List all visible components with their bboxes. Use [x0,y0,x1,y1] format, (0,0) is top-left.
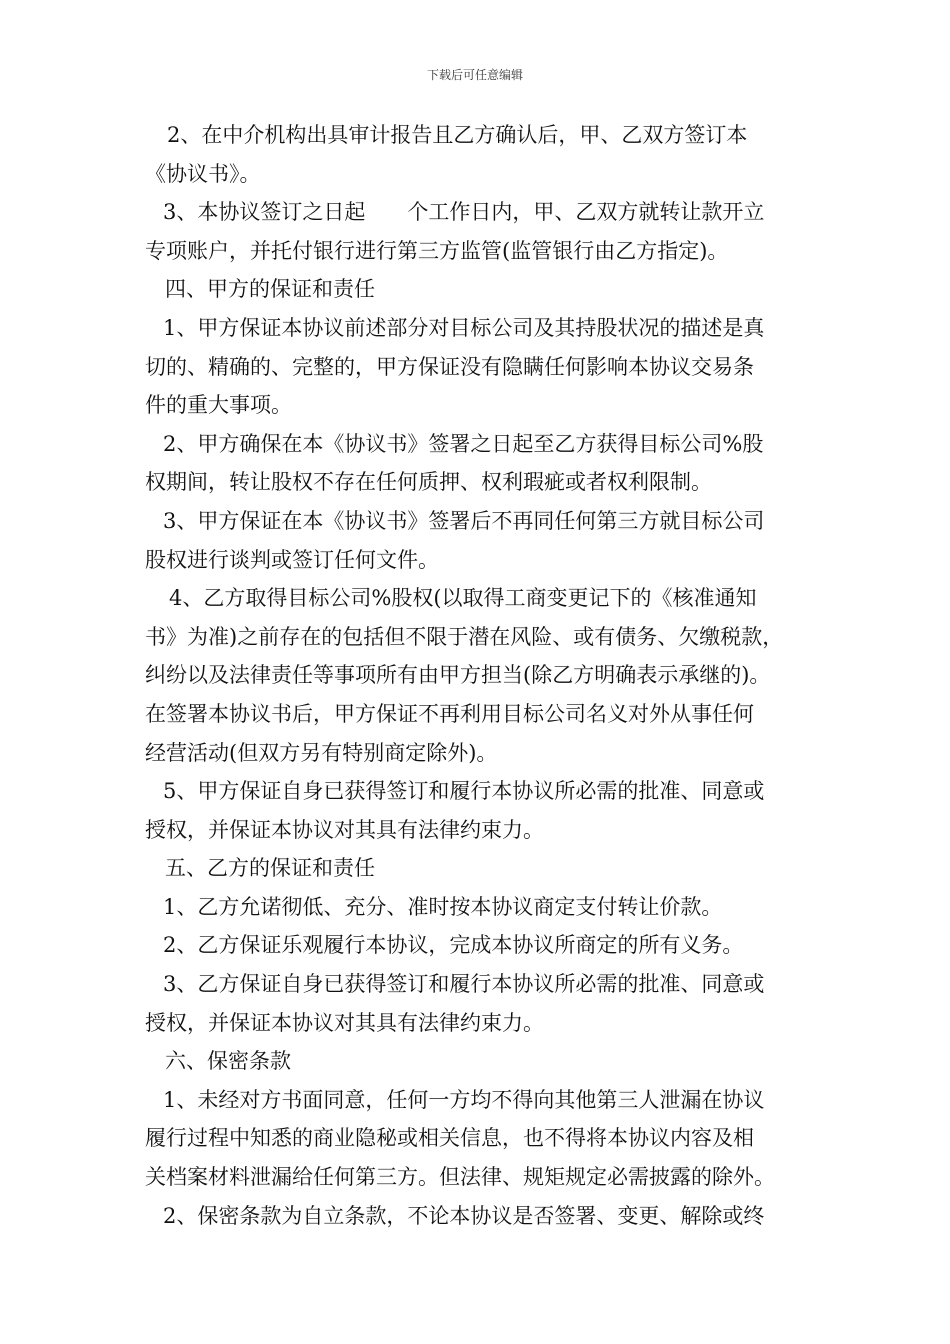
text-line: 件的重大事项。 [145,393,292,418]
text-line: 切的、精确的、完整的，甲方保证没有隐瞒任何影响本协议交易条 [145,354,754,379]
text-line: 五、乙方的保证和责任 [165,856,375,881]
text-line: 四、甲方的保证和责任 [165,277,375,302]
text-line: 2、保密条款为自立条款，不论本协议是否签署、变更、解除或终 [163,1203,765,1228]
text-line: 书》为准)之前存在的包括但不限于潜在风险、或有债务、欠缴税款， [145,624,784,649]
text-line: 履行过程中知悉的商业隐秘或相关信息，也不得将本协议内容及相 [145,1126,754,1151]
text-line: 1、甲方保证本协议前述部分对目标公司及其持股状况的描述是真 [163,315,765,340]
text-line: 3、甲方保证在本《协议书》签署后不再同任何第三方就目标公司 [163,508,765,533]
text-line: 权期间，转让股权不存在任何质押、权利瑕疵或者权利限制。 [145,470,712,495]
page-header-note: 下载后可任意编辑 [426,68,523,82]
text-line: 4、乙方取得目标公司%股权(以取得工商变更记下的《核准通知 [169,586,757,611]
text-line: 在签署本协议书后，甲方保证不再利用目标公司名义对外从事任何 [145,701,754,726]
text-line: 纠纷以及法律责任等事项所有由甲方担当(除乙方明确表示承继的)。 [145,663,771,688]
text-line: 1、乙方允诺彻低、充分、准时按本协议商定支付转让价款。 [163,894,723,919]
text-line: 专项账户，并托付银行进行第三方监管(监管银行由乙方指定)。 [145,238,729,263]
text-line: 股权进行谈判或签订任何文件。 [145,547,439,572]
text-line: 六、保密条款 [165,1049,291,1074]
text-line: 经营活动(但双方另有特别商定除外)。 [145,740,498,765]
text-line: 5、甲方保证自身已获得签订和履行本协议所必需的批准、同意或 [163,779,765,804]
document-body [145,116,810,1235]
text-line: 授权，并保证本协议对其具有法律约束力。 [145,1010,544,1035]
text-line: 2、乙方保证乐观履行本协议，完成本协议所商定的所有义务。 [163,933,744,958]
text-line: 2、甲方确保在本《协议书》签署之日起至乙方获得目标公司%股 [163,431,764,456]
text-line: 授权，并保证本协议对其具有法律约束力。 [145,817,544,842]
text-line: 《协议书》。 [145,161,261,186]
text-line: 3、乙方保证自身已获得签订和履行本协议所必需的批准、同意或 [163,972,765,997]
text-line: 3、本协议签订之日起 个工作日内，甲、乙双方就转让款开立 [163,200,765,225]
text-line: 1、未经对方书面同意，任何一方均不得向其他第三人泄漏在协议 [163,1087,765,1112]
text-line: 关档案材料泄漏给任何第三方。但法律、规矩规定必需披露的除外。 [145,1165,775,1190]
text-line: 2、在中介机构出具审计报告且乙方确认后，甲、乙双方签订本 [167,123,748,147]
